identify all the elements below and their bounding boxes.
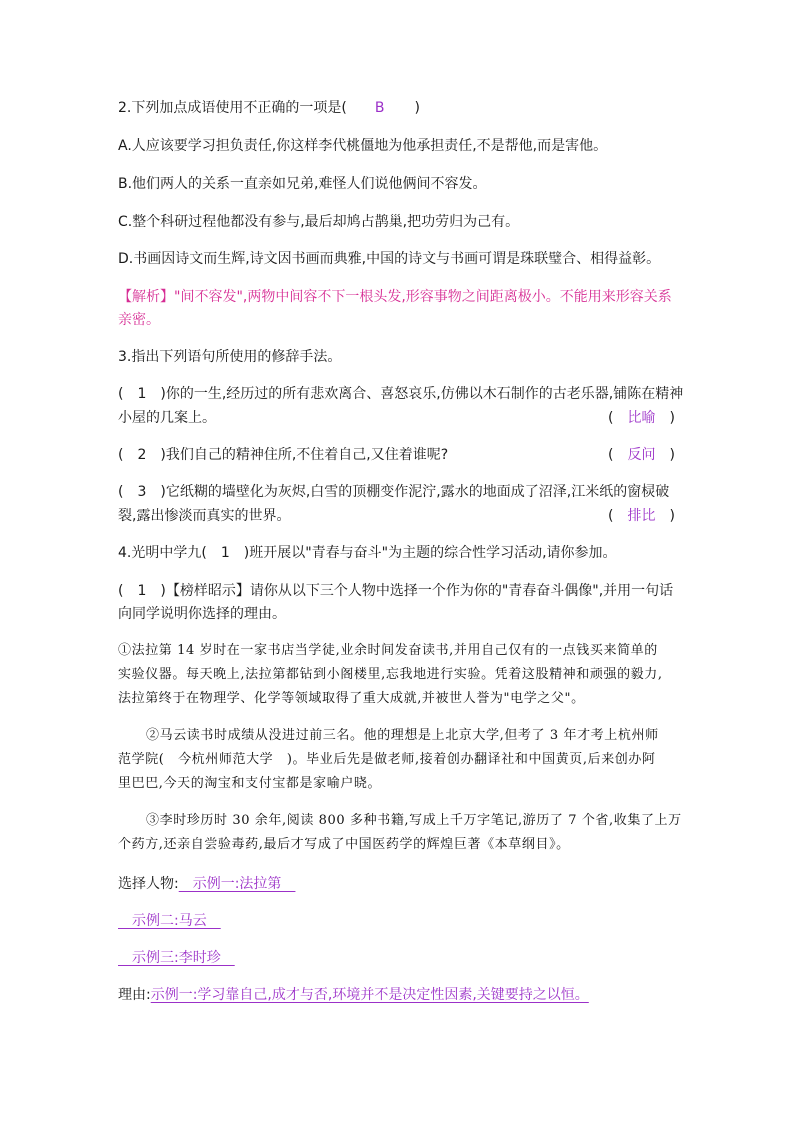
reason-label: 理由: xyxy=(118,987,151,1003)
q4-sub-line2: 向同学说明你选择的理由。 xyxy=(118,606,286,622)
passage-faraday-line2: 实验仪器。每天晚上,法拉第都钻到小阁楼里,忘我地进行实验。凭着这股精神和顽强的毅力, xyxy=(118,667,663,682)
choice-example-1: 示例一:法拉第 xyxy=(178,876,296,892)
passage-mayun-line2: 范学院( 今杭州师范大学 )。毕业后先是做老师,接着创办翻译社和中国黄页,后来创办阿 xyxy=(118,752,656,767)
q3-item-3-num: ( 3 ) xyxy=(118,484,166,500)
choice-row xyxy=(118,874,295,894)
reason-row xyxy=(118,985,589,1005)
reason-text: 示例一:学习靠自己,成才与否,环境并不是决定性因素,关键要持之以恒。 xyxy=(150,987,589,1003)
q4-sub-line1: ( 1 )【榜样昭示】请你从以下三个人物中选择一个作为你的"青春奋斗偶像",并用一句话 xyxy=(118,583,674,599)
q3-item-3-answer-box: ( 排比 ) xyxy=(608,508,675,524)
q3-item-2-num: ( 2 ) xyxy=(118,447,166,463)
q2-stem xyxy=(118,98,420,118)
q3-item-3 xyxy=(118,482,669,502)
q3-item-1-text: 你的一生,经历过的所有悲欢离合、喜怒哀乐,仿佛以木石制作的古老乐器,铺陈在精神 xyxy=(165,386,684,402)
choice-label: 选择人物: xyxy=(118,876,179,892)
q2-analysis-line2: 亲密。 xyxy=(118,312,160,328)
q3-item-3-line2: 裂,露出惨淡而真实的世界。 xyxy=(118,508,291,524)
passage-mayun-line3: 里巴巴,今天的淘宝和支付宝都是家喻户晓。 xyxy=(118,776,382,791)
q2-stem-close: ) xyxy=(414,100,420,116)
passage-faraday-line1: ①法拉第 14 岁时在一家书店当学徒,业余时间发奋读书,并用自己仅有的一点钱买来简单的 xyxy=(118,643,658,658)
q2-option-b: B.他们两人的关系一直亲如兄弟,难怪人们说他俩间不容发。 xyxy=(118,176,487,192)
passage-mayun-line1: ②马云读书时成绩从没进过前三名。他的理想是上北京大学,但考了 3 年才考上杭州师 xyxy=(146,728,659,743)
q2-answer: B xyxy=(374,100,385,116)
q3-item-3-text: 它纸糊的墙壁化为灰烬,白雪的顶棚变作泥泞,露水的地面成了沼泽,江米纸的窗棂破 xyxy=(165,484,670,500)
q3-item-2-text: 我们自己的精神住所,不住着自己,又住着谁呢? xyxy=(165,447,449,463)
q2-stem-text: 2.下列加点成语使用不正确的一项是( xyxy=(118,100,347,116)
q3-item-2 xyxy=(118,445,448,465)
q3-item-3-answer: 排比 xyxy=(627,508,656,524)
passage-lishizhen-line1: ③李时珍历时 30 余年,阅读 800 多种书籍,写成上千万字笔记,游历了 7 个省,收集了上万 xyxy=(146,813,682,828)
q4-stem: 4.光明中学九( 1 )班开展以"青春与奋斗"为主题的综合性学习活动,请你参加。 xyxy=(118,545,617,561)
q2-option-a: A.人应该要学习担负责任,你这样李代桃僵地为他承担责任,不是帮他,而是害他。 xyxy=(118,138,608,154)
q3-item-1 xyxy=(118,384,683,404)
q3-stem: 3.指出下列语句所使用的修辞手法。 xyxy=(118,349,342,365)
q3-item-1-answer-box: ( 比喻 ) xyxy=(608,410,675,426)
choice-example-2: 示例二:马云 xyxy=(118,913,221,929)
q2-option-c: C.整个科研过程他都没有参与,最后却鸠占鹊巢,把功劳归为己有。 xyxy=(118,214,520,230)
choice-example-3: 示例三:李时珍 xyxy=(118,950,235,966)
passage-lishizhen-line2: 个药方,还亲自尝验毒药,最后才写成了中国医药学的辉煌巨著《本草纲目》。 xyxy=(118,837,570,852)
q3-item-1-line2: 小屋的几案上。 xyxy=(118,410,216,426)
q3-item-1-num: ( 1 ) xyxy=(118,386,166,402)
passage-faraday-line3: 法拉第终于在物理学、化学等领域取得了重大成就,并被世人誉为"电学之父"。 xyxy=(118,691,585,706)
q3-item-2-answer: 反问 xyxy=(627,447,656,463)
q2-option-d: D.书画因诗文而生辉,诗文因书画而典雅,中国的诗文与书画可谓是珠联璧合、相得益彰。 xyxy=(118,251,661,267)
q3-item-2-answer-box: ( 反问 ) xyxy=(608,447,675,463)
q2-analysis-line1: 【解析】"间不容发",两物中间容不下一根头发,形容事物之间距离极小。不能用来形容关系 xyxy=(118,289,672,305)
q3-item-1-answer: 比喻 xyxy=(627,410,656,426)
